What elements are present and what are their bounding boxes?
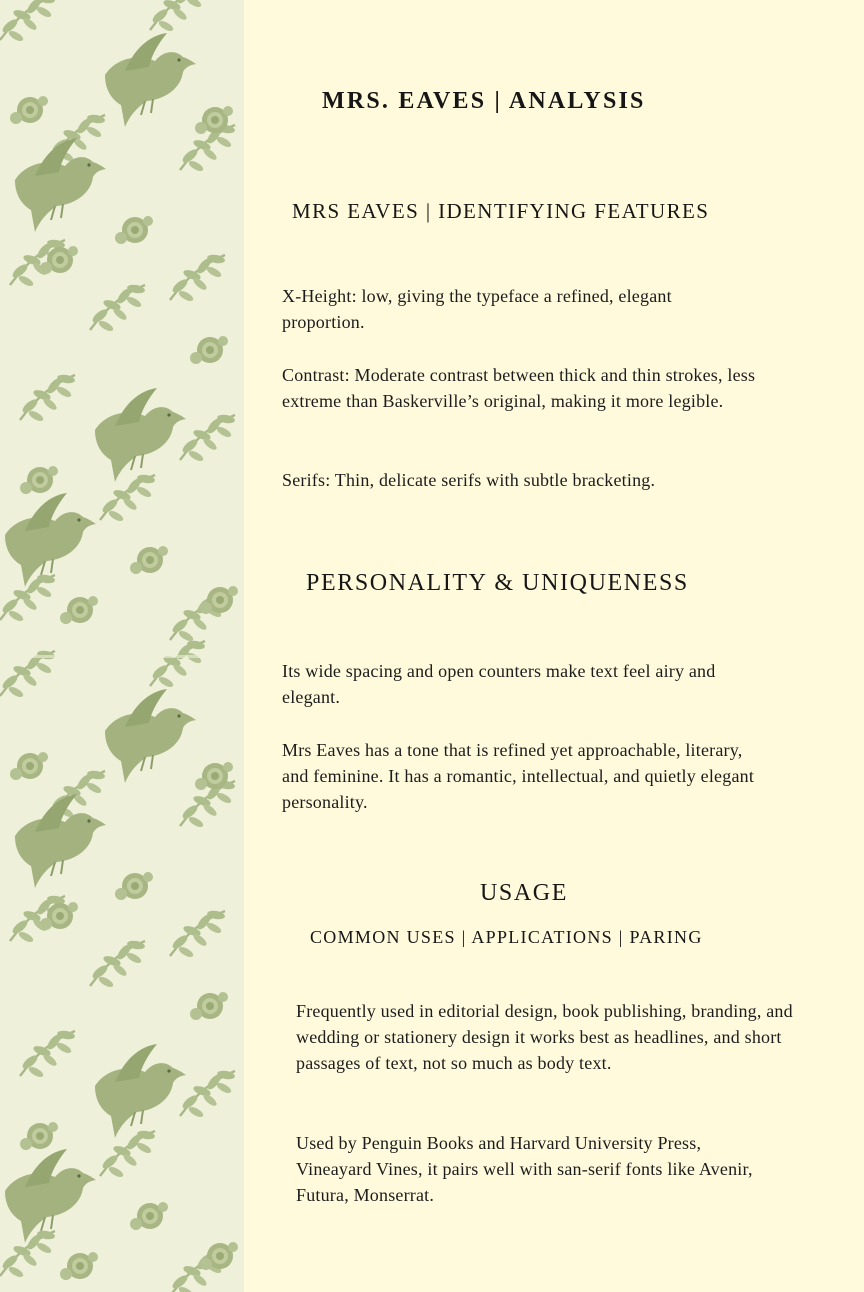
uses-paragraph: Frequently used in editorial design, book publishing, branding, and wedding or stationery design it works best as headlines, and short passages of text, not so much as body text. — [296, 1001, 793, 1073]
tone-paragraph: Mrs Eaves has a tone that is refined yet approachable, literary, and feminine. It has a romantic, intellectual, and quietly elegant personality. — [282, 740, 755, 812]
bird-floral-pattern-icon — [0, 0, 244, 1292]
common-uses-subheading: COMMON USES | APPLICATIONS | PARING — [310, 927, 703, 947]
personality-heading: PERSONALITY & UNIQUENESS — [306, 570, 689, 596]
x-height-paragraph: X-Height: low, giving the typeface a refined, elegant proportion. — [282, 286, 672, 332]
serifs-paragraph: Serifs: Thin, delicate serifs with subtle bracketing. — [282, 470, 656, 490]
identifying-features-heading: MRS EAVES | IDENTIFYING FEATURES — [292, 199, 710, 223]
decorative-sidebar — [0, 0, 244, 1292]
usage-heading: USAGE — [480, 880, 569, 906]
analysis-content — [244, 0, 864, 1292]
page-title: MRS. EAVES | ANALYSIS — [322, 88, 646, 114]
pairing-paragraph: Used by Penguin Books and Harvard University Press, Vineayard Vines, it pairs well with san-serif fonts like Avenir, Futura, Monserrat. — [296, 1133, 753, 1205]
contrast-paragraph: Contrast: Moderate contrast between thick and thin strokes, less extreme than Baskerville’s original, making it more legible. — [282, 365, 756, 411]
spacing-paragraph: Its wide spacing and open counters make text feel airy and elegant. — [282, 661, 716, 707]
